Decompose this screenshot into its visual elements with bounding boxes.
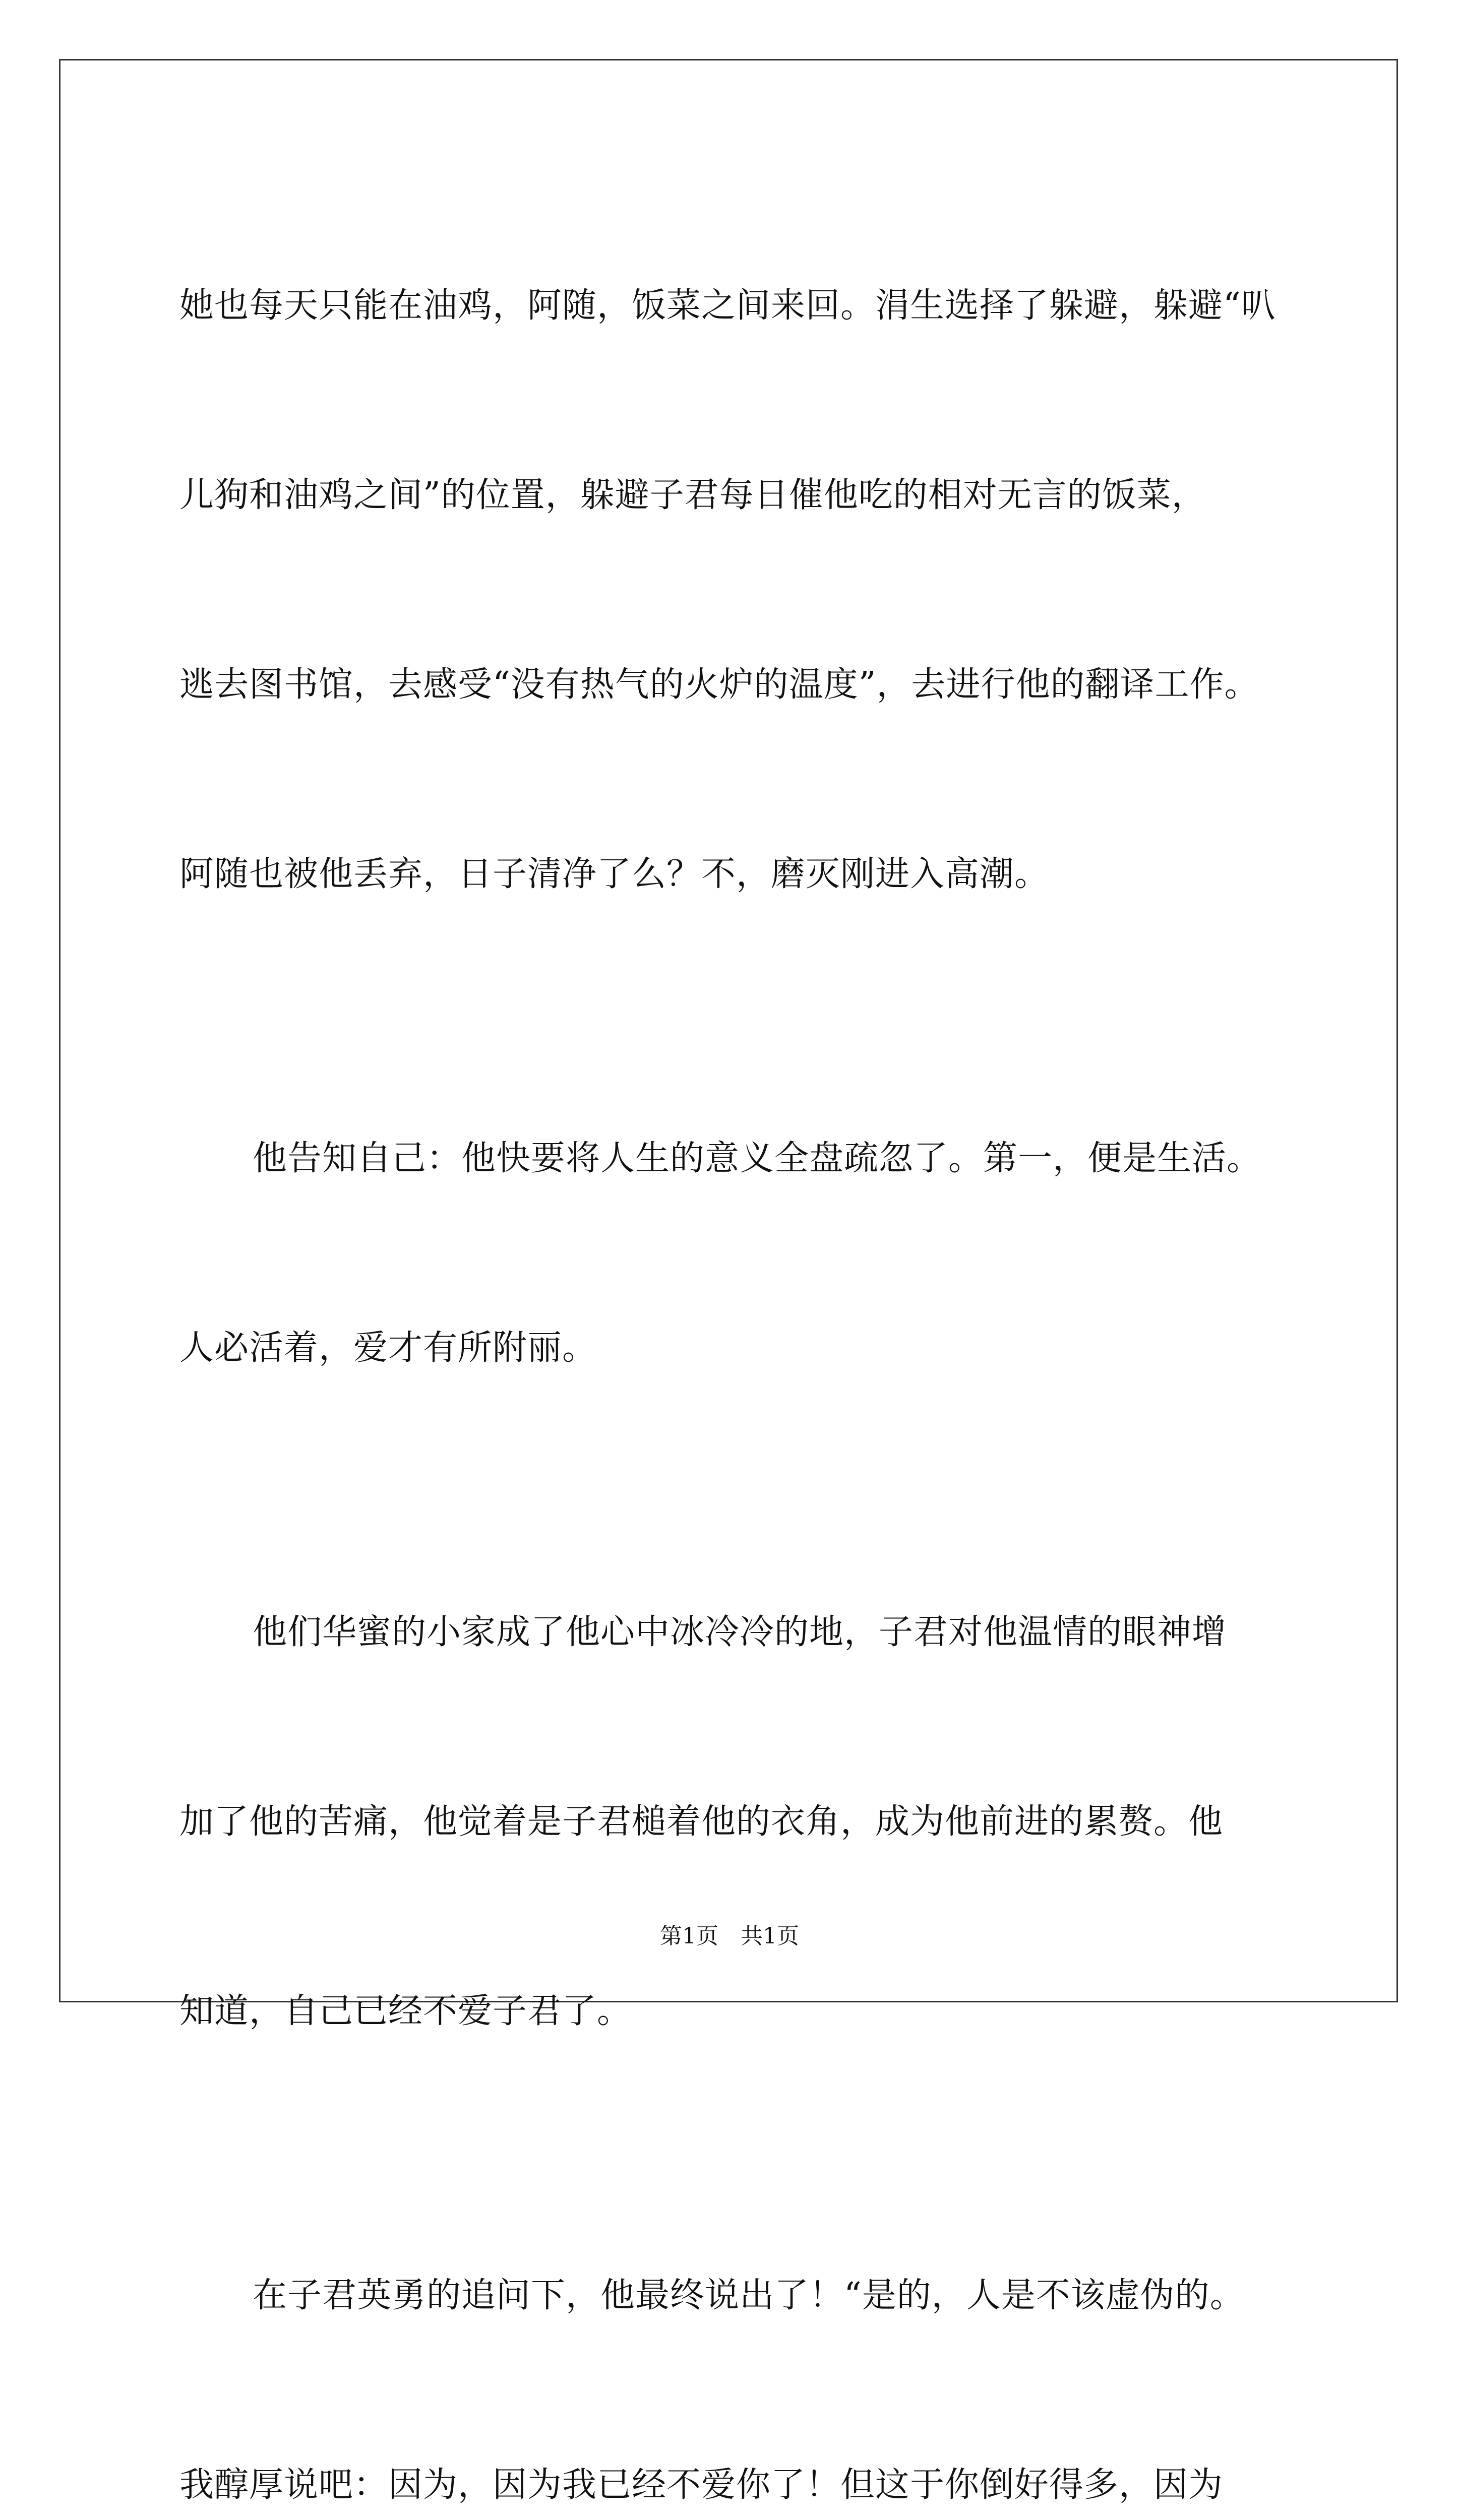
text-line: 儿狗和油鸡之间”的位置，躲避子君每日催他吃的相对无言的饭菜， <box>179 475 1206 515</box>
text-line: 我醇厚说吧：因为，因为我已经不爱你了！但这于你倒好得多，因为 <box>179 2465 1224 2505</box>
text-line: 人必活着，爱才有所附丽。 <box>179 1328 597 1368</box>
document-body <box>179 187 1289 2520</box>
paragraph-1 <box>179 187 1289 1040</box>
text-line: 加了他的苦痛，他觉着是子君槌着他的衣角，成为他前进的累赘。他 <box>179 1802 1224 1842</box>
text-line: 在子君英勇的追问下，他最终说出了！“是的，人是不该虚伪的。 <box>253 2276 1245 2315</box>
paragraph-4 <box>179 2177 1289 2520</box>
paragraph-3 <box>179 1514 1289 2177</box>
paragraph-2 <box>179 1040 1289 1514</box>
text-line: 他告知自己：他快要将人生的意义全盘疏忽了。第一，便是生活。 <box>253 1139 1262 1178</box>
page-footer: 第1页 共1页 <box>660 1923 799 1949</box>
text-line: 阿随也被他丢弃，日子清净了么？不，磨灭刚进入高潮。 <box>179 854 1050 894</box>
text-line: 她也每天只能在油鸡，阿随，饭菜之间来回。涓生选择了躲避，躲避“叭 <box>179 286 1276 326</box>
text-line: 逃去图书馆，去感受“没有热气的火炉的温度”，去进行他的翻译工作。 <box>179 665 1259 705</box>
text-line: 他们华蜜的小家成了他心中冰冷冷的地，子君对他温情的眼神增 <box>253 1612 1227 1652</box>
text-line: 知道，自己已经不爱子君了。 <box>179 1991 632 2031</box>
